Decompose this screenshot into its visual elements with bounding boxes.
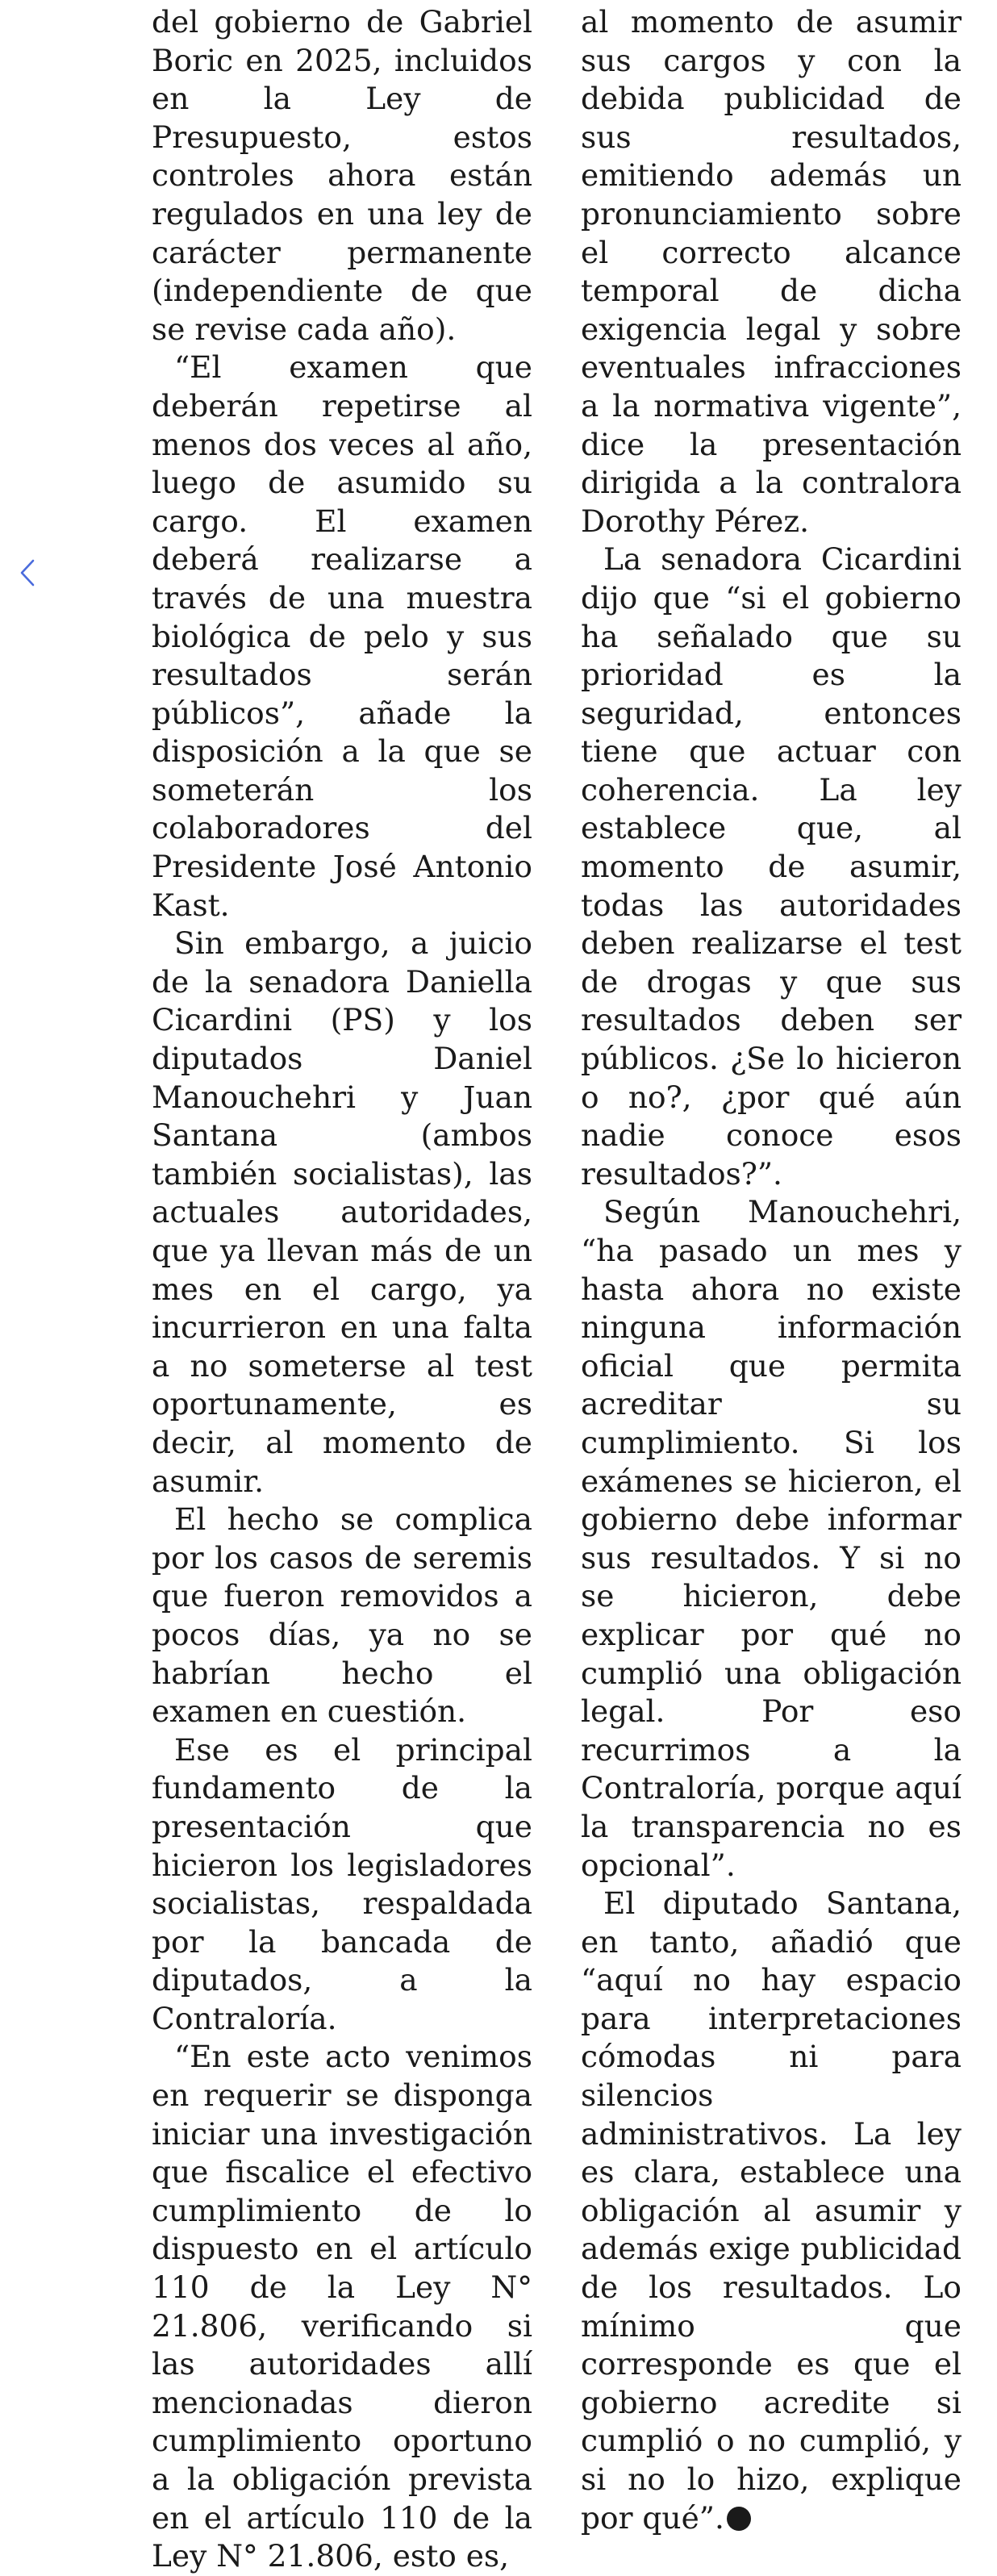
chevron-left-icon bbox=[19, 558, 36, 587]
back-button[interactable] bbox=[11, 549, 44, 597]
article-paragraph: Según Manouchehri, “ha pasado un mes y hasta ahora no existe ninguna información oficial que permita acreditar su cumplimiento. Si los exámenes se hicieron, el gobierno debe informar sus resultados. Y si no se hicieron, debe explicar por qué no cumplió una obligación legal. Por eso recurrimos a la Contraloría, porque aquí la transparencia no es opcional”. bbox=[581, 1194, 962, 1883]
article-paragraph: “El examen que deberán repetirse al menos dos veces al año, luego de asumido su cargo. El examen deberá realizarse a través de una muestra biológica de pelo y sus resultados serán públicos”, añade la disposición a la que se someterán los colaboradores del Presidente José Antonio Kast. bbox=[152, 349, 532, 923]
article-paragraph: Sin embargo, a juicio de la senadora Daniella Cicardini (PS) y los diputados Daniel Manouchehri y Juan Santana (ambos también socialistas), las actuales autoridades, que ya llevan más de un mes en el cargo, ya incurrieron en una falta a no someterse al test oportunamente, es decir, al momento de asumir. bbox=[152, 925, 532, 1499]
article-paragraph: La senadora Cicardini dijo que “si el gobierno ha señalado que su prioridad es la seguridad, entonces tiene que actuar con coherencia. La ley establece que, al momento de asumir, todas las autoridades deben realizarse el test de drogas y que sus resultados deben ser públicos. ¿Se lo hicieron o no?, ¿por qué aún nadie conoce esos resultados?”. bbox=[581, 541, 962, 1192]
article-column-right bbox=[581, 3, 962, 2576]
article-paragraph: al momento de asumir sus cargos y con la debida publicidad de sus resultados, emitiendo además un pronunciamiento sobre el correcto alcance temporal de dicha exigencia legal y sobre eventuales infracciones a la normativa vigente”, dice la presentación dirigida a la contralora Dorothy Pérez. bbox=[581, 4, 962, 539]
end-of-article-mark bbox=[727, 2507, 751, 2531]
article-paragraph-last bbox=[581, 1885, 962, 2537]
article-body bbox=[152, 3, 962, 2576]
article-paragraph: “En este acto venimos en requerir se disponga iniciar una investigación que fiscalice el efectivo cumplimiento de lo dispuesto en el artículo 110 de la Ley N° 21.806, verificando si las autoridades allí mencionadas dieron cumplimiento oportuno a la obligación prevista en el artículo 110 de la Ley N° 21.806, esto es, bbox=[152, 2039, 532, 2574]
article-paragraph: El hecho se complica por los casos de seremis que fueron removidos a pocos días, ya no se habrían hecho el examen en cuestión. bbox=[152, 1501, 532, 1730]
article-paragraph: del gobierno de Gabriel Boric en 2025, incluidos en la Ley de Presupuesto, estos controles ahora están regulados en una ley de carácter permanente (independiente de que se revise cada año). bbox=[152, 4, 532, 347]
article-paragraph: Ese es el principal fundamento de la presentación que hicieron los legisladores socialistas, respaldada por la bancada de diputados, a la Contraloría. bbox=[152, 1731, 532, 2036]
article-column-left bbox=[152, 3, 532, 2576]
article-paragraph-text: El diputado Santana, en tanto, añadió que “aquí no hay espacio para interpretaciones cómodas ni para silencios administrativos. La ley es clara, establece una obligación al asumir y además exige publicidad de los resultados. Lo mínimo que corresponde es que el gobierno acredite si cumplió o no cumplió, y si no lo hizo, explique por qué”. bbox=[581, 1885, 962, 2536]
